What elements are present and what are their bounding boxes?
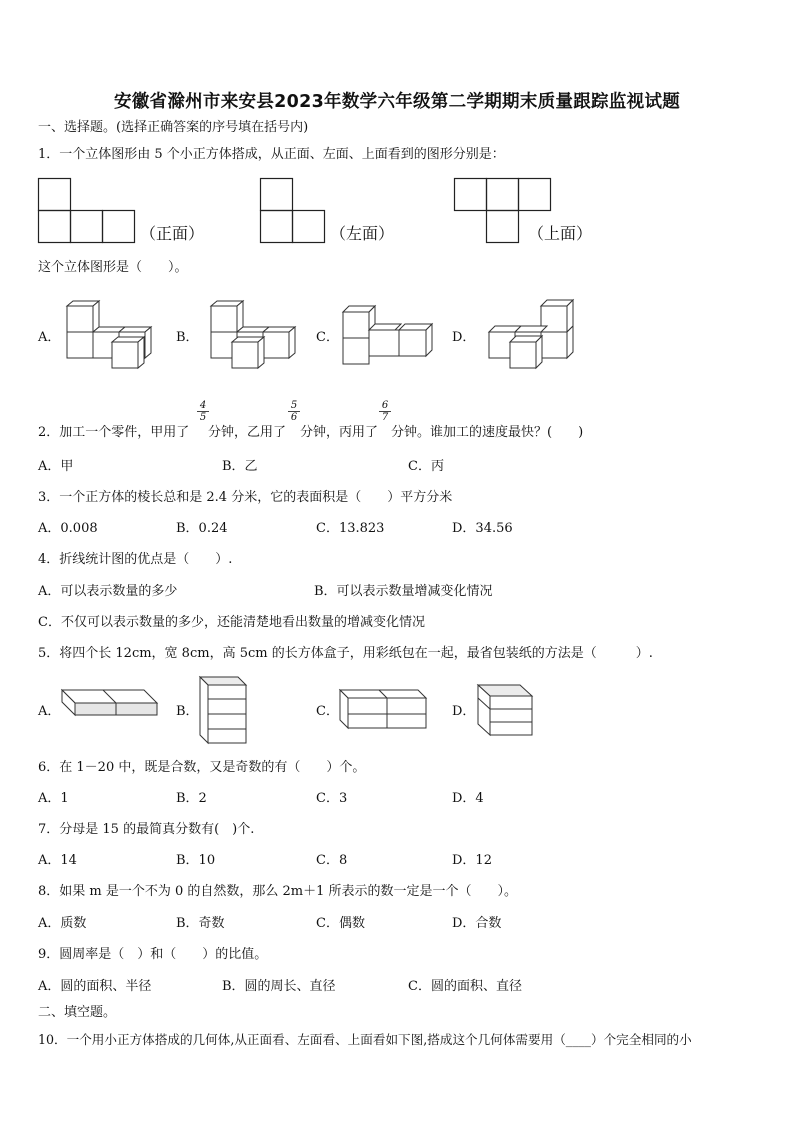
q5-option-d-label[interactable]: D． bbox=[452, 704, 476, 719]
q9-option-b[interactable]: B．圆的周长、直径 bbox=[222, 979, 336, 994]
q1-option-b-figure bbox=[206, 300, 301, 370]
question-1-stem: 1．一个立体图形由 5 个小正方体搭成，从正面、左面、上面看到的图形分别是： bbox=[38, 147, 505, 162]
q3-option-a[interactable]: A．0.008 bbox=[38, 521, 98, 536]
q5-option-c-figure bbox=[338, 688, 430, 732]
q6-option-a[interactable]: A．1 bbox=[38, 791, 69, 806]
q1-option-c-label[interactable]: C． bbox=[316, 330, 339, 345]
q3-option-c[interactable]: C．13.823 bbox=[316, 521, 385, 536]
left-view-figure bbox=[260, 178, 330, 244]
q5-option-c-label[interactable]: C． bbox=[316, 704, 339, 719]
question-4-stem: 4．折线统计图的优点是（ ）. bbox=[38, 552, 233, 567]
q8-option-a[interactable]: A．质数 bbox=[38, 916, 87, 931]
fraction-6-7: $\frac{6}{7}$ bbox=[379, 400, 391, 423]
question-9-stem: 9．圆周率是（ ）和（ ）的比值。 bbox=[38, 947, 268, 962]
q8-option-d[interactable]: D．合数 bbox=[452, 916, 502, 931]
q7-option-b[interactable]: B．10 bbox=[176, 853, 216, 868]
q3-option-b[interactable]: B．0.24 bbox=[176, 521, 228, 536]
q5-option-b-label[interactable]: B． bbox=[176, 704, 199, 719]
q5-option-a-figure bbox=[60, 688, 160, 730]
question-3-stem: 3．一个正方体的棱长总和是 2.4 分米，它的表面积是（ ）平方分米 bbox=[38, 490, 453, 505]
question-2-stem-part1: 2．加工一个零件，甲用了 bbox=[38, 425, 190, 440]
q6-option-c[interactable]: C．3 bbox=[316, 791, 348, 806]
q1-option-b-label[interactable]: B． bbox=[176, 330, 199, 345]
section-heading-choice: 一、选择题。(选择正确答案的序号填在括号内) bbox=[38, 120, 309, 135]
q1-option-c-figure bbox=[338, 302, 438, 366]
q1-option-d-label[interactable]: D． bbox=[452, 330, 476, 345]
question-2-stem-part2: 分钟，乙用了 bbox=[208, 425, 287, 440]
fraction-5-6: $\frac{5}{6}$ bbox=[288, 400, 300, 423]
q2-option-a[interactable]: A．甲 bbox=[38, 459, 74, 474]
q4-option-c[interactable]: C．不仅可以表示数量的多少，还能清楚地看出数量的增减变化情况 bbox=[38, 615, 425, 630]
q5-option-a-label[interactable]: A． bbox=[38, 704, 61, 719]
section-heading-fill: 二、填空题。 bbox=[38, 1005, 117, 1020]
q6-option-d[interactable]: D．4 bbox=[452, 791, 484, 806]
question-2-stem-part4: 分钟。谁加工的速度最快？( ) bbox=[391, 425, 584, 440]
q7-option-a[interactable]: A．14 bbox=[38, 853, 77, 868]
question-7-stem: 7．分母是 15 的最简真分数有( )个. bbox=[38, 822, 255, 837]
left-view-label: （左面） bbox=[330, 224, 395, 243]
q9-option-a[interactable]: A．圆的面积、半径 bbox=[38, 979, 152, 994]
q1-option-a-figure bbox=[62, 300, 157, 370]
fraction-4-5: $\frac{4}{5}$ bbox=[197, 400, 209, 423]
front-view-label: （正面） bbox=[140, 224, 205, 243]
q7-option-d[interactable]: D．12 bbox=[452, 853, 492, 868]
front-view-figure bbox=[38, 178, 138, 244]
question-8-stem: 8．如果 m 是一个不为 0 的自然数，那么 2m＋1 所表示的数一定是一个（ ）。 bbox=[38, 884, 518, 899]
q2-option-b[interactable]: B．乙 bbox=[222, 459, 258, 474]
q4-option-a[interactable]: A．可以表示数量的多少 bbox=[38, 584, 178, 599]
top-view-label: （上面） bbox=[528, 224, 593, 243]
q9-option-c[interactable]: C．圆的面积、直径 bbox=[408, 979, 522, 994]
page-title: 安徽省滁州市来安县2023年数学六年级第二学期期末质量跟踪监视试题 bbox=[113, 92, 681, 112]
question-10-stem: 10．一个用小正方体搭成的几何体,从正面看、左面看、上面看如下图,搭成这个几何体需要用（____）个完全相同的小 bbox=[38, 1032, 692, 1047]
question-5-stem: 5．将四个长 12cm，宽 8cm，高 5cm 的长方体盒子，用彩纸包在一起，最省包装纸的方法是（ ）. bbox=[38, 646, 653, 661]
q3-option-d[interactable]: D．34.56 bbox=[452, 521, 513, 536]
q5-option-d-figure bbox=[476, 683, 538, 739]
q1-option-a-label[interactable]: A． bbox=[38, 330, 61, 345]
q1-option-d-figure bbox=[486, 298, 581, 370]
question-2-stem-part3: 分钟，丙用了 bbox=[300, 425, 379, 440]
question-1-ask: 这个立体图形是（ ）。 bbox=[38, 260, 188, 275]
q4-option-b[interactable]: B．可以表示数量增减变化情况 bbox=[314, 584, 493, 599]
q5-option-b-figure bbox=[198, 675, 250, 745]
q8-option-b[interactable]: B．奇数 bbox=[176, 916, 225, 931]
q7-option-c[interactable]: C．8 bbox=[316, 853, 348, 868]
q6-option-b[interactable]: B．2 bbox=[176, 791, 207, 806]
q2-option-c[interactable]: C．丙 bbox=[408, 459, 444, 474]
q8-option-c[interactable]: C．偶数 bbox=[316, 916, 365, 931]
question-6-stem: 6．在 1－20 中，既是合数，又是奇数的有（ ）个。 bbox=[38, 760, 366, 775]
